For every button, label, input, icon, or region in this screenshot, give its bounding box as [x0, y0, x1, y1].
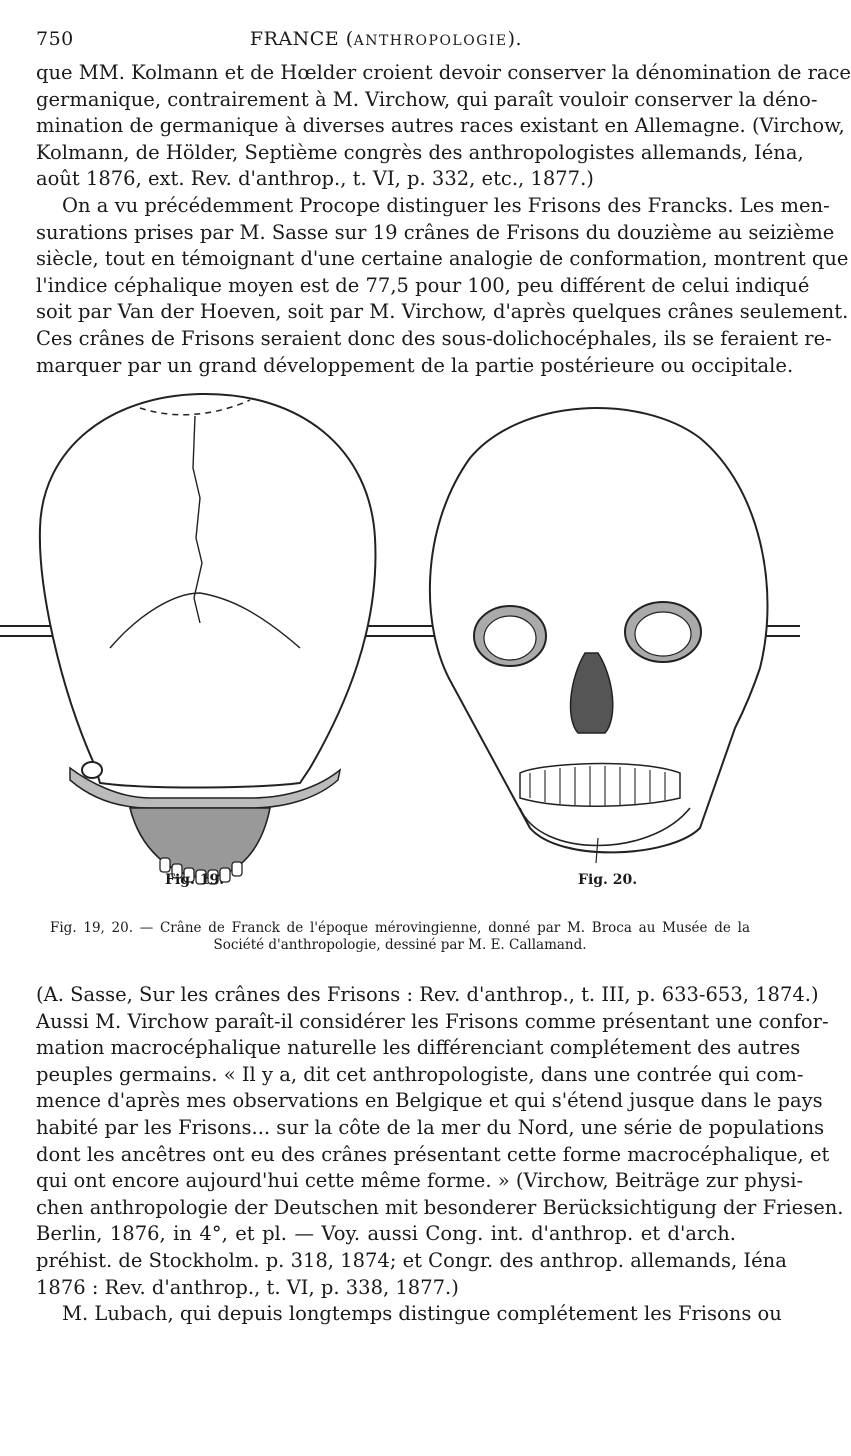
- text-line: chen anthropologie der Deutschen mit besonderer Berücksichtigung der Friesen.: [36, 1195, 844, 1219]
- text-line: août 1876, ext. Rev. d'anthrop., t. VI, p. 332, etc., 1877.): [36, 167, 594, 191]
- caption-line: Fig. 19, 20. — Crâne de Franck de l'époque mérovingienne, donné par M. Broca au Musée de la: [50, 920, 750, 936]
- text-line: Kolmann, de Hölder, Septième congrès des anthropologistes allemands, Iéna,: [36, 140, 804, 164]
- top-text-block: [36, 60, 851, 379]
- text-line: dont les ancêtres ont eu des crânes présentant cette forme macrocéphalique, et: [36, 1142, 830, 1166]
- text-line: l'indice céphalique moyen est de 77,5 pour 100, peu différent de celui indiqué: [36, 273, 810, 297]
- paragraph-frisons: [36, 193, 849, 379]
- text-line: Berlin, 1876, in 4°, et pl. — Voy. aussi Cong. int. d'anthrop. et d'arch.: [36, 1222, 736, 1246]
- text-line: Aussi M. Virchow paraît-il considérer les Frisons comme présentant une confor-: [36, 1009, 829, 1033]
- figure-label-20: Fig. 20.: [578, 872, 638, 888]
- text-line: peuples germains. « Il y a, dit cet anthropologiste, dans une contrée qui com-: [36, 1062, 804, 1086]
- text-line: que MM. Kolmann et de Hœlder croient devoir conserver la dénomination de race: [36, 61, 851, 84]
- text-line: préhist. de Stockholm. p. 318, 1874; et Congr. des anthrop. allemands, Iéna: [36, 1248, 787, 1272]
- skull-front-view: [430, 408, 768, 863]
- running-title: FRANCE (ANTHROPOLOGIE).: [249, 28, 523, 50]
- skull-figure: [0, 388, 800, 908]
- text-line: qui ont encore aujourd'hui cette même forme. » (Virchow, Beiträge zur physi-: [36, 1169, 804, 1193]
- text-line: germanique, contrairement à M. Virchow, qui paraît vouloir conserver la déno-: [36, 87, 818, 111]
- text-line: On a vu précédemment Procope distinguer les Frisons des Francks. Les men-: [62, 193, 830, 217]
- figure-caption: [50, 920, 750, 954]
- skull-top-view: [40, 394, 376, 884]
- figure-label-19: Fig. 19.: [165, 872, 225, 888]
- paragraph-lubach: [36, 1301, 782, 1328]
- text-line: 1876 : Rev. d'anthrop., t. VI, p. 338, 1877.): [36, 1275, 459, 1299]
- text-line: surations prises par M. Sasse sur 19 crânes de Frisons du douzième au seizième: [36, 220, 835, 244]
- text-line: siècle, tout en témoignant d'une certaine analogie de conformation, montrent que: [36, 247, 849, 271]
- text-line: soit par Van der Hoeven, soit par M. Virchow, d'après quelques crânes seulement.: [36, 300, 849, 324]
- text-line: (A. Sasse, Sur les crânes des Frisons : Rev. d'anthrop., t. III, p. 633-653, 1874.): [36, 983, 819, 1006]
- text-line: mation macrocéphalique naturelle les différenciant complétement des autres: [36, 1036, 801, 1060]
- page-number: 750: [36, 28, 74, 50]
- text-line: marquer par un grand développement de la partie postérieure ou occipitale.: [36, 353, 794, 377]
- bottom-text-block: [36, 982, 844, 1328]
- paragraph-virchow: [36, 982, 844, 1301]
- text-line: Ces crânes de Frisons seraient donc des sous-dolichocéphales, ils se feraient re-: [36, 326, 832, 350]
- text-line: mence d'après mes observations en Belgique et qui s'étend jusque dans le pays: [36, 1089, 823, 1113]
- skull-illustration: [0, 388, 800, 908]
- caption-line: Société d'anthropologie, dessiné par M. E. Callamand.: [213, 937, 587, 953]
- page-header: [36, 28, 736, 54]
- text-line: habité par les Frisons... sur la côte de la mer du Nord, une série de populations: [36, 1115, 825, 1139]
- text-line: mination de germanique à diverses autres races existant en Allemagne. (Virchow,: [36, 114, 845, 138]
- paragraph-continuation: [36, 60, 851, 193]
- text-line: M. Lubach, qui depuis longtemps distingue complétement les Frisons ou: [62, 1302, 782, 1326]
